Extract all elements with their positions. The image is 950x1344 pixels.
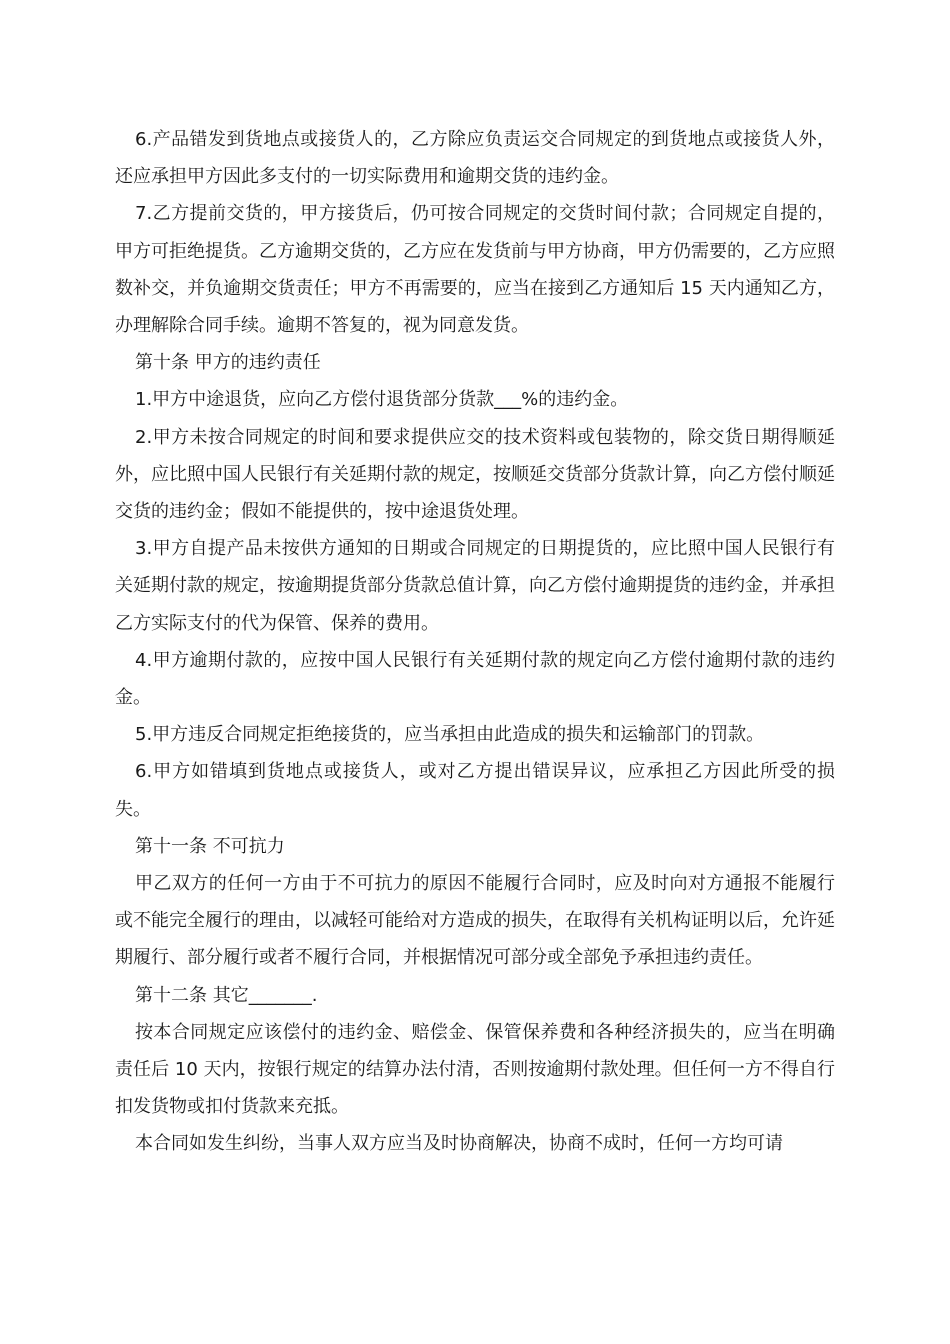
section-heading-article-12: 第十二条 其它_______. [135, 984, 318, 1006]
paragraph-force-majeure: 甲乙双方的任何一方由于不可抗力的原因不能履行合同时，应及时向对方通报不能履行或不能完全履行的理由，以减轻可能给对方造成的损失，在取得有关机构证明以后，允许延期履行、部分履行或者不履行合同，并根据情况可部分或全部免予承担违约责任。 [115, 873, 835, 969]
paragraph-clause-10-item-2: 2.甲方未按合同规定的时间和要求提供应交的技术资料或包装物的，除交货日期得顺延外，应比照中国人民银行有关延期付款的规定，按顺延交货部分货款计算，向乙方偿付顺延交货的违约金；假如不能提供的，按中途退货处理。 [115, 426, 835, 523]
paragraph-clause-10-item-3: 3.甲方自提产品未按供方通知的日期或合同规定的日期提货的，应比照中国人民银行有关延期付款的规定，按逾期提货部分货款总值计算，向乙方偿付逾期提货的违约金，并承担乙方实际支付的代为保管、保养的费用。 [115, 538, 835, 634]
paragraph-clause-9-item-7: 7.乙方提前交货的，甲方接货后，仍可按合同规定的交货时间付款；合同规定自提的，甲方可拒绝提货。乙方逾期交货的，乙方应在发货前与甲方协商，甲方仍需要的，乙方应照数补交，并负逾期交货责任；甲方不再需要的，应当在接到乙方通知后 15 天内通知乙方，办理解除合同手续。逾期不答复的，视为同意发货。 [115, 203, 835, 337]
paragraph-clause-10-item-1: 1.甲方中途退货，应向乙方偿付退货部分货款___%的违约金。 [135, 389, 629, 411]
paragraph-dispute-resolution: 本合同如发生纠纷，当事人双方应当及时协商解决，协商不成时，任何一方均可请 [135, 1133, 783, 1155]
section-heading-article-11: 第十一条 不可抗力 [135, 835, 285, 857]
paragraph-clause-9-item-6: 6.产品错发到货地点或接货人的，乙方除应负责运交合同规定的到货地点或接货人外，还应承担甲方因此多支付的一切实际费用和逾期交货的违约金。 [115, 129, 835, 188]
section-heading-article-10: 第十条 甲方的违约责任 [135, 352, 321, 374]
document-body [115, 121, 835, 1163]
paragraph-compensation-settlement: 按本合同规定应该偿付的违约金、赔偿金、保管保养费和各种经济损失的，应当在明确责任后 10 天内，按银行规定的结算办法付清，否则按逾期付款处理。但任何一方不得自行扣发货物或扣付货款来充抵。 [115, 1021, 835, 1118]
paragraph-clause-10-item-5: 5.甲方违反合同规定拒绝接货的，应当承担由此造成的损失和运输部门的罚款。 [135, 724, 765, 746]
paragraph-clause-10-item-4: 4.甲方逾期付款的，应按中国人民银行有关延期付款的规定向乙方偿付逾期付款的违约金。 [115, 649, 835, 709]
paragraph-clause-10-item-6: 6.甲方如错填到货地点或接货人，或对乙方提出错误异议，应承担乙方因此所受的损失。 [115, 761, 835, 820]
